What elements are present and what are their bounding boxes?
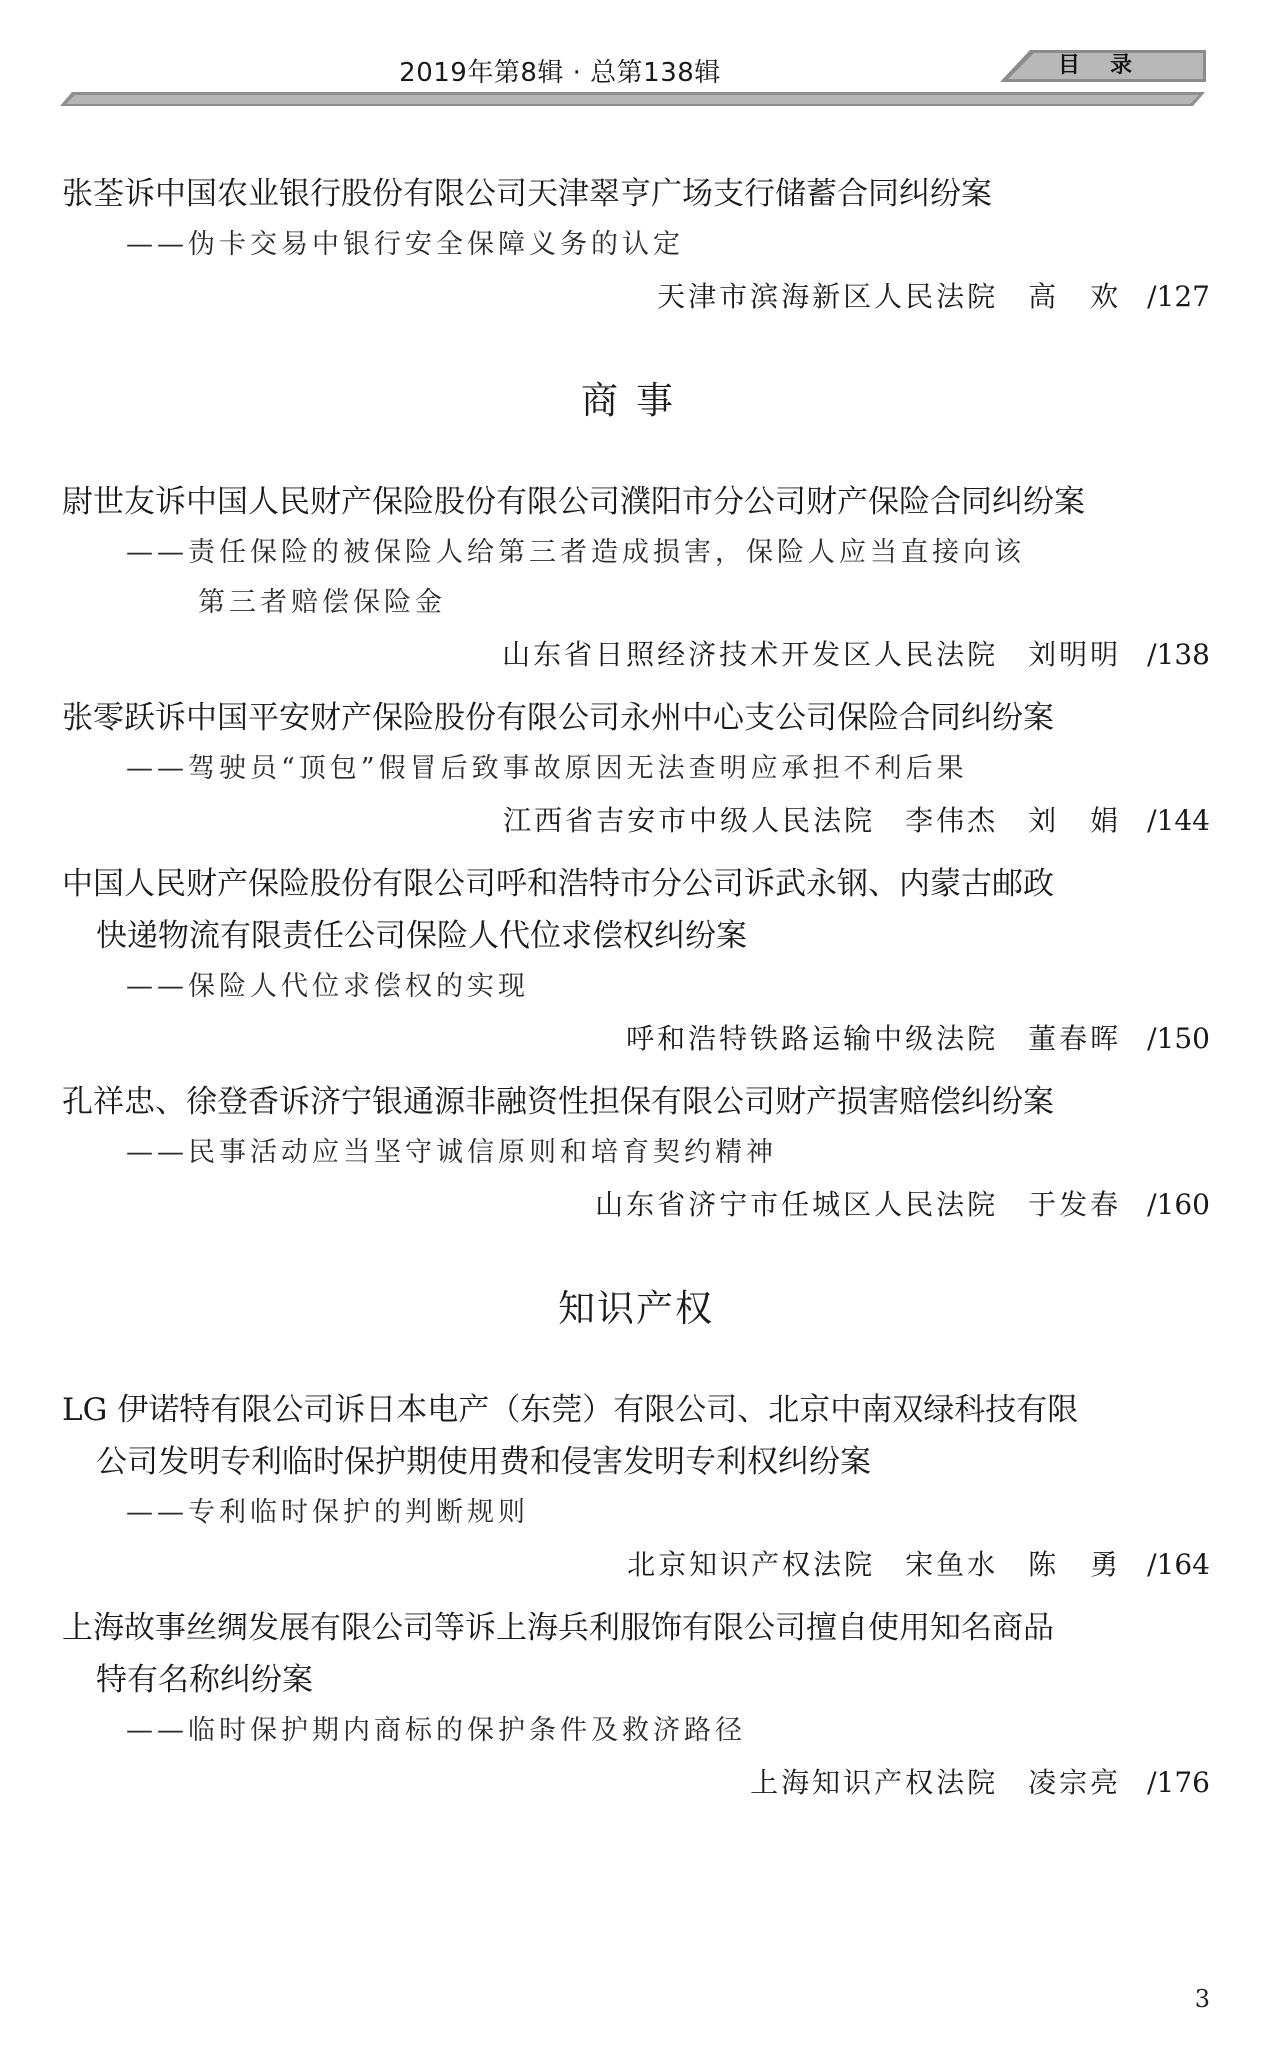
entry-author-name: 李伟杰 [905, 804, 999, 837]
entry-court: 北京知识产权法院 [627, 1548, 876, 1581]
entry-title: LG 伊诺特有限公司诉日本电产（东莞）有限公司、北京中南双绿科技有限 [62, 1392, 1079, 1428]
entry-author-name: 于发春 [1028, 1188, 1122, 1221]
entry-subtitle: ——专利临时保护的判断规则 [126, 1497, 529, 1528]
entry-page[interactable]: /160 [1147, 1188, 1210, 1221]
page-header [0, 0, 1264, 120]
entry-author-line [62, 794, 1210, 848]
entry-court: 呼和浩特铁路运输中级法院 [626, 1022, 999, 1055]
entry-subtitle: 第三者赔偿保险金 [198, 587, 446, 618]
section-title: 知识产权 [558, 1287, 714, 1330]
entry-title: 张荃诉中国农业银行股份有限公司天津翠亨广场支行储蓄合同纠纷案 [62, 176, 992, 212]
entry-court: 江西省吉安市中级人民法院 [503, 804, 876, 837]
entry-author-line [62, 270, 1210, 324]
entry-author-line [62, 1178, 1210, 1232]
entry-subtitle: ——伪卡交易中银行安全保障义务的认定 [126, 229, 684, 260]
entry-author-name: 宋鱼水 [905, 1548, 999, 1581]
entry-court: 山东省济宁市任城区人民法院 [595, 1188, 999, 1221]
entry-subtitle: ——临时保护期内商标的保护条件及救济路径 [126, 1715, 746, 1746]
entry-page[interactable]: /144 [1147, 804, 1210, 837]
toc-entry[interactable] [62, 1384, 1210, 1592]
page-number: 3 [1194, 1985, 1210, 2013]
entry-title: 特有名称纠纷案 [96, 1662, 313, 1698]
entry-author-name: 刘 娟 [1028, 804, 1122, 837]
entry-title: 尉世友诉中国人民财产保险股份有限公司濮阳市分公司财产保险合同纠纷案 [62, 484, 1085, 520]
entry-subtitle: ——保险人代位求偿权的实现 [126, 971, 529, 1002]
issue-label: 2019年第8辑 · 总第138辑 [399, 58, 721, 88]
table-of-contents [62, 168, 1210, 1820]
entry-page[interactable]: /176 [1147, 1766, 1210, 1799]
entry-court: 山东省日照经济技术开发区人民法院 [502, 638, 999, 671]
toc-entry[interactable] [62, 1602, 1210, 1810]
entry-subtitle: ——驾驶员“顶包”假冒后致事故原因无法查明应承担不利后果 [126, 753, 968, 784]
entry-author-name: 董春晖 [1028, 1022, 1122, 1055]
entry-title: 公司发明专利临时保护期使用费和侵害发明专利权纠纷案 [96, 1444, 871, 1480]
entry-author-name: 陈 勇 [1028, 1548, 1122, 1581]
header-bar [60, 92, 1205, 106]
entry-author-name: 高 欢 [1028, 280, 1122, 313]
entry-subtitle: ——责任保险的被保险人给第三者造成损害，保险人应当直接向该 [126, 537, 1025, 568]
entry-author-line [62, 1012, 1210, 1066]
entry-title: 快递物流有限责任公司保险人代位求偿权纠纷案 [96, 918, 747, 954]
entry-page[interactable]: /127 [1147, 280, 1210, 313]
toc-entry[interactable] [62, 858, 1210, 1066]
entry-author-line [62, 1756, 1210, 1810]
toc-tab-label: 目录 [1057, 53, 1162, 78]
entry-court: 上海知识产权法院 [750, 1766, 999, 1799]
entry-title: 上海故事丝绸发展有限公司等诉上海兵利服饰有限公司擅自使用知名商品 [62, 1610, 1054, 1646]
entry-author-line [62, 1538, 1210, 1592]
toc-entry[interactable] [62, 168, 1210, 324]
toc-entry[interactable] [62, 692, 1210, 848]
entry-author-line [62, 628, 1210, 682]
entry-page[interactable]: /138 [1147, 638, 1210, 671]
toc-entry[interactable] [62, 1076, 1210, 1232]
entry-page[interactable]: /150 [1147, 1022, 1210, 1055]
entry-author-name: 刘明明 [1028, 638, 1122, 671]
entry-title: 孔祥忠、徐登香诉济宁银通源非融资性担保有限公司财产损害赔偿纠纷案 [62, 1084, 1054, 1120]
section-title: 商事 [581, 379, 691, 422]
entry-author-name: 凌宗亮 [1028, 1766, 1122, 1799]
entry-title: 中国人民财产保险股份有限公司呼和浩特市分公司诉武永钢、内蒙古邮政 [62, 866, 1054, 902]
entry-subtitle: ——民事活动应当坚守诚信原则和培育契约精神 [126, 1137, 777, 1168]
toc-entry[interactable] [62, 476, 1210, 682]
entry-court: 天津市滨海新区人民法院 [657, 280, 999, 313]
entry-title: 张零跃诉中国平安财产保险股份有限公司永州中心支公司保险合同纠纷案 [62, 700, 1054, 736]
entry-page[interactable]: /164 [1147, 1548, 1210, 1581]
